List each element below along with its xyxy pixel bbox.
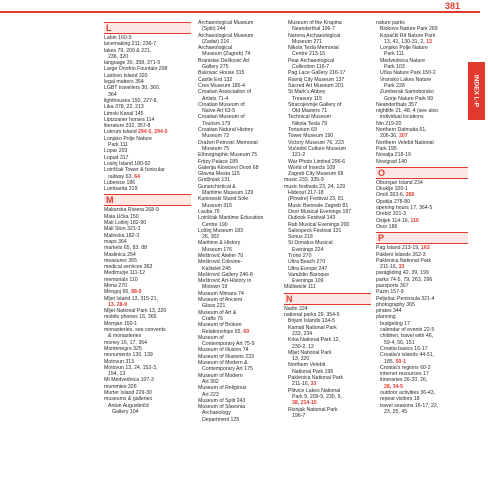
index-entry: Stracojevnije Gallery of — [288, 101, 342, 108]
index-entry: Lauba 75 — [198, 208, 220, 215]
index-entry: Museum of Religious — [198, 385, 247, 392]
index-entry: Pakleni Islands 262-3 — [376, 251, 426, 258]
index-entry: 211-16, 33 — [380, 264, 405, 271]
section-letter-heading: P — [376, 232, 468, 244]
index-entry: Croatian Association of — [198, 89, 252, 96]
index-entry: Ultra Beach 270 — [288, 259, 326, 266]
index-entry: monasteries, see convents — [104, 327, 166, 334]
index-entry: Ultra Europe 247 — [288, 265, 328, 272]
index-entry: Varaždin Baroque — [288, 271, 330, 278]
index-entry: Centre 213-15 — [292, 51, 326, 58]
header-rule — [0, 11, 480, 13]
index-entry: Pear Archaeological — [288, 57, 335, 64]
index-column-4 — [376, 20, 468, 415]
index-entry: Trono 270 — [288, 252, 312, 259]
index-entry: 236, 320 — [108, 53, 129, 60]
index-entry: Artists 71-4 — [202, 95, 229, 102]
index-entry: Museum 176 — [202, 246, 232, 253]
index-entry: Collection 116-7 — [292, 64, 330, 71]
index-entry: Art 302 — [202, 378, 219, 385]
index-entry: Kamati National Park — [288, 324, 337, 331]
index-entry: Mala Učka 150 — [104, 213, 139, 220]
index-entry: 233, 234 — [292, 330, 313, 337]
index-entry: Museum of Illusions 233 — [198, 353, 254, 360]
index-entry: lighthouses 150, 227-8, — [104, 97, 158, 104]
index-entry: 196-7 — [292, 412, 306, 419]
index-entry: memorials 110 — [104, 276, 138, 283]
index-entry: Centre 190 — [202, 221, 228, 228]
index-entry: Museum of Modern — [198, 372, 243, 379]
index-entry: Contemporary Art 75-9 — [202, 341, 255, 348]
index-entry: planning — [376, 314, 396, 321]
index-entry: Murter Island 229-30 — [104, 390, 152, 397]
index-entry: Montenegro 325 — [104, 345, 142, 352]
index-entry: Osijek 114-16, 116 — [376, 217, 419, 224]
index-entry: Fritzy Palace 185 — [198, 158, 239, 165]
index-entry: Opatija 278-80 — [376, 198, 411, 205]
index-entry: Omiš 263-6, 265 — [376, 192, 415, 199]
section-letter-heading: M — [104, 194, 191, 206]
index-entry: Mljet National Park — [288, 349, 332, 356]
index-entry: Momjan 150-1 — [104, 320, 138, 327]
index-entry: Pelješac Peninsula 321-4 — [376, 295, 435, 302]
index-entry: 13, 41, 130-31, 2, 13 — [384, 38, 432, 45]
index-entry: Evenings 224 — [292, 246, 324, 253]
index-entry: Park 103 — [384, 64, 405, 71]
index-entry: Outlook Festival 143 — [288, 215, 336, 222]
index-entry: Lotrščak Maritime Education — [198, 215, 264, 222]
index-entry: Rab Musical Evenings 200 — [288, 221, 350, 228]
index-entry: Old Masters 71 — [292, 108, 328, 115]
index-entry: Museum Mimara 74 — [198, 290, 244, 297]
index-entry: Narona Archaeological — [288, 32, 341, 39]
index-entry: Large Onofrio Fountain 298 — [104, 66, 168, 73]
index-entry: Plitvice Lakes National — [288, 387, 341, 394]
index-entry: Park 9, 209-9, 230, 9, — [292, 393, 342, 400]
index-column-1 — [104, 20, 191, 415]
index-entry: Croatia's regions 60-2 — [380, 364, 431, 371]
index-entry: Novigrad 140 — [376, 158, 407, 165]
index-entry: Evenings 109 — [292, 278, 324, 285]
index-entry: mobile phones 16, 365 — [104, 314, 157, 321]
index-entry: Maritime & History — [198, 240, 241, 247]
index-entry: Gorje Nature Park 99 — [384, 95, 434, 102]
index-entry: internet resources 17 — [380, 371, 429, 378]
index-entry: paragliding 42, 39, 199 — [376, 270, 429, 277]
index-entry: Meštrović Atelier 70 — [198, 252, 244, 259]
page-number: 381 — [445, 1, 461, 11]
index-entry: lakes 79, 209 & 221, — [104, 47, 152, 54]
index-entry: Pag Lace Gallery 216-17 — [288, 70, 346, 77]
index-entry: Mt Medvednica 107-3 — [104, 377, 154, 384]
index-entry: railway 63, 64 — [108, 173, 141, 180]
index-entry: Glavna Mesta 115 — [198, 171, 240, 178]
index-entry: Archaeological Museum — [198, 20, 254, 26]
index-entry: nightlife 21, 48, 4 (see also — [376, 108, 439, 115]
index-entry: Museum of Broken — [198, 322, 242, 329]
index-entry: Croatia's islands 44-51, — [380, 352, 435, 359]
index-entry: Park 195 — [376, 145, 397, 152]
index-entry: Zagreb City Museum 68 — [288, 171, 344, 178]
index-entry: Meštrović Gallery 246-8 — [198, 271, 253, 278]
index-entry: medical services 363 — [104, 264, 153, 271]
index-entry: Žumberak Samoborsko — [380, 89, 434, 96]
index-entry: St Mark's Abbey — [288, 89, 326, 96]
index-entry: Kopački Rit Nature Park — [380, 32, 436, 39]
index-entry: 230-2, 12 — [292, 343, 314, 350]
index-entry: Museum of Art & — [198, 309, 237, 316]
index-entry: Lonjsko Polje Nature — [380, 45, 428, 52]
index-entry: Lastovo Island 320 — [104, 72, 148, 79]
index-entry: Park 228 — [384, 82, 405, 89]
index-entry: Orebić 321-3 — [376, 211, 406, 218]
index-entry: Galerija Klovićevi Dvori 68 — [198, 164, 259, 171]
index-entry: Gridžnjak 131 — [198, 177, 231, 184]
index-entry: monuments 130, 139 — [104, 352, 153, 359]
index-entry: music festivals 23, 24, 129 — [284, 183, 346, 190]
index-entry: Motovun 13, 24, 152-3, — [104, 364, 158, 371]
index-entry: Pazin 157-9 — [376, 289, 404, 296]
index-entry: Labin 160-3 — [104, 35, 132, 41]
index-entry: 154, 13 — [108, 371, 126, 378]
index-entry: (Split) 244 — [202, 26, 226, 33]
index-entry: Museum 271 — [292, 38, 322, 45]
index-entry: Museum of Split 243 — [198, 397, 246, 404]
index-column-3 — [284, 20, 371, 419]
index-entry: national parks 29, 354-5 — [284, 312, 340, 319]
index-entry: Mljet Island 13, 315-21, — [104, 295, 158, 302]
index-entry: 364 — [108, 91, 117, 98]
index-entry: Vransko Lakes Nature — [380, 76, 432, 83]
index-entry: Archaeology — [202, 410, 231, 417]
index-entry: Medvednica Nature — [380, 57, 425, 64]
index-entry: Risnjak National Park — [288, 406, 338, 413]
index-entry: Castle Erd 132 — [198, 76, 233, 83]
index-entry: travel seasons 16-17, 22, — [380, 402, 439, 409]
index-entry: Medimurje 111-12 — [104, 270, 146, 277]
index-entry: Department 125 — [202, 416, 240, 423]
index-entry: Múltiwiclé 111 — [284, 284, 316, 291]
index-entry: Croatian Natural History — [198, 127, 254, 134]
index-entry: Neanderthals 357 — [376, 101, 417, 108]
index-entry: Museum of the Krapina — [288, 20, 342, 26]
index-entry: literature 332, 357-8 — [104, 123, 151, 130]
index-entry: Lopud 317 — [104, 154, 129, 161]
index-entry: Sacred Art Museum 201 — [288, 82, 344, 89]
index-entry: legal matters 364 — [104, 79, 144, 86]
index-entry: Glass 221 — [202, 303, 226, 310]
index-entry: Lokrum Island 294-5, 294-5 — [104, 129, 168, 136]
index-entry: Kaštelet 245 — [202, 265, 231, 272]
index-entry: Technical Museum — [288, 114, 331, 121]
index-entry: Dražen Petrović Memorial — [198, 139, 258, 146]
index-entry: maps 364 — [104, 238, 127, 245]
index-entry: Lošinj Museum 183 — [198, 227, 243, 234]
index-entry: Losinj Island 180-92 — [104, 160, 151, 167]
index-entry: Museum of Modern & — [198, 360, 248, 367]
index-entry: Limski Kanal 145 — [104, 110, 144, 117]
index-entry: Croatian Museum of — [198, 101, 245, 108]
index-entry: Mali Ston 321-3 — [104, 226, 141, 233]
index-entry: Lopar 203 — [104, 148, 128, 155]
index-entry: Bukovac House 315 — [198, 70, 245, 77]
index-entry: LGBT travellers 30, 360, — [104, 85, 161, 92]
index-entry: Archaeological — [198, 45, 233, 52]
index-entry: (Zadar) 216 — [202, 38, 230, 45]
index-entry: Mljet National Park 13, 320 — [104, 308, 167, 315]
index-entry: Lika 378, 22, 213 — [104, 104, 144, 111]
index-entry: Paklenica National Park — [376, 257, 432, 264]
index-entry: Krka National Park 12, — [288, 337, 340, 344]
index-entry: Mirna 270 — [104, 282, 128, 289]
index-entry: 23, 25, 45 — [384, 408, 408, 415]
index-entry: Biokovo Nature Park 269 — [380, 26, 438, 33]
index-entry: music 233, 335-9 — [284, 177, 324, 184]
index-entry: Osor Musical Evenings 187 — [288, 208, 352, 215]
section-letter-heading: O — [376, 167, 468, 179]
index-entry: Treasury 115 — [292, 95, 322, 102]
index-entry: 28, 34-5 — [384, 383, 404, 390]
index-entry: Gallery 104 — [112, 408, 139, 415]
index-entry: Croatia basics 16-17 — [380, 345, 428, 352]
index-entry: 121-2 — [292, 152, 306, 159]
index-entry: Nikola Tesla Memorial — [288, 45, 339, 52]
index-entry: Contemporary Art 175 — [202, 366, 253, 373]
index-entry: opening hours 17, 364-5 — [376, 205, 433, 212]
index-entry: Ethnographic Museum 75 — [198, 152, 258, 159]
index-entry: parks 74-5, 79, 263, 296 — [376, 276, 433, 283]
index-entry: Museum of Ancient — [198, 297, 243, 304]
index-entry: calendar of events 22-5 — [380, 327, 435, 334]
index-entry: Art 223 — [202, 391, 219, 398]
index-entry: Mirogoj 65, 88-9 — [104, 289, 142, 296]
index-entry: money 16, 17, 364 — [104, 339, 147, 346]
index-entry: Vučedol Culture Museum — [288, 145, 347, 152]
index-entry: Lubenice 186 — [104, 179, 136, 186]
index-entry: Park 111 — [384, 51, 404, 58]
index-entry: Tower Museum 190 — [288, 133, 334, 140]
index-entry: Museum (Zagreb) 74 — [202, 51, 251, 58]
index-entry: Museum of — [198, 334, 224, 341]
index-entry: Lonjsko Polje Nature — [104, 135, 152, 142]
index-entry: Gunarchisticai & — [198, 183, 236, 190]
index-entry: Kuniowski Stand Sole — [198, 196, 249, 203]
index-entry: mummies 326 — [104, 383, 137, 390]
index-entry: language 30, 358, 371-5 — [104, 60, 161, 67]
index-entry: Novalja 218-19 — [376, 152, 411, 159]
index-entry: Salsopeck Festival 131 — [288, 227, 342, 234]
index-entry: outdoor activities 36-43, — [380, 390, 436, 397]
index-entry: Motovun 313 — [104, 358, 134, 365]
index-entry: Naïve Art 63-5 — [202, 108, 236, 115]
section-letter-heading: N — [284, 293, 371, 305]
index-entry: 13, 28-9 — [108, 301, 128, 308]
index-entry: Sonus 218 — [288, 234, 313, 241]
index-entry: children, travel with 46, — [380, 333, 434, 340]
index-entry: Meštrović Crikvine- — [198, 259, 243, 266]
index-entry: 38, 214-15 — [292, 400, 317, 407]
index-entry: 211-16, 33 — [292, 381, 317, 388]
index-entry: Lumbarda 319 — [104, 186, 138, 193]
index-entry: War Photo Limited 296-6 — [288, 158, 346, 165]
index-entry: (Pinwire) Festival 23, 81 — [288, 196, 344, 203]
index-entry: Motown 19 — [202, 284, 228, 291]
index-entry: Museum of Illusion 74 — [198, 347, 249, 354]
index-entry: Croatian Museum of — [198, 114, 245, 121]
index-entry: Nadin 224 — [284, 305, 308, 312]
index-entry: Branislav Dešković Art — [198, 57, 250, 64]
index-entry: Victory Museum 76, 223 — [288, 139, 344, 146]
index-entry: 206-36, 207 — [380, 133, 408, 140]
index-entry: Neanderthal 106-7 — [292, 26, 335, 33]
index-entry: Nikola Tesla 79 — [292, 120, 328, 127]
index-entry: Ravnij City Museum 137 — [288, 76, 345, 83]
index-entry: Meštrović Art-History in — [198, 278, 252, 285]
index-entry: Tourism 179 — [202, 120, 231, 127]
index-entry: St Donatus Musical — [288, 240, 333, 247]
index-entry: Paklenica National Park — [288, 375, 344, 382]
index-entry: Archaeological Museum — [198, 32, 254, 39]
index-entry: Antun Augustinčić — [108, 402, 150, 409]
index-entry: Northern Velebit — [288, 362, 326, 369]
index-entry: museums & galleries — [104, 396, 153, 403]
index-entry: Cres Museum 185-4 — [198, 82, 245, 89]
index-entry: Museum 75 — [202, 145, 230, 152]
index-entry: Makarska Riviera 268-9 — [104, 207, 159, 214]
index-entry: Osor 186 — [376, 223, 398, 230]
index-entry: measures 365 — [104, 257, 137, 264]
index-entry: repeat visitors 18 — [380, 396, 420, 403]
index-entry: pirates 344 — [376, 308, 402, 315]
index-entry: budgeting 17 — [380, 320, 411, 327]
index-entry: Museum 315 — [202, 202, 232, 209]
index-entry: Nin 219-20 — [376, 120, 402, 127]
index-entry: Torturium 69 — [288, 127, 317, 134]
index-entry: Music Biennale Zagreb 81 — [288, 202, 349, 209]
index-entry: Maslinica 254 — [104, 251, 136, 258]
index-entry: lacemaking 211, 236-7 — [104, 41, 157, 48]
index-column-2 — [194, 20, 281, 423]
index-entry: Museum of Slavonia — [198, 404, 245, 411]
index-entry: 185, 50-1 — [384, 358, 406, 365]
index-entry: Lipizzaner horses 114 — [104, 116, 155, 123]
index-entry: nature parks — [376, 20, 405, 26]
index-entry: Malinska 182-3 — [104, 232, 140, 239]
index-entry: 59-4, 56, 151 — [384, 339, 415, 346]
index-entry: & monasteries — [108, 333, 142, 340]
section-letter-heading: L — [104, 22, 191, 34]
index-entry: 26, 302 — [202, 234, 220, 241]
index-entry: Brijuni Islands 134-5 — [288, 318, 336, 325]
index-entry: passports 367 — [376, 282, 409, 289]
index-entry: Učka Nature Park 150-2 — [380, 70, 436, 77]
index-entry: individual locations — [380, 114, 424, 121]
index-entry: Northern Dalmatia 61, — [376, 127, 427, 134]
index-entry: Maritime Museum 129 — [202, 190, 254, 197]
index-entry: Okuklje 320-1 — [376, 186, 409, 193]
index-entry: Park 111 — [108, 142, 128, 149]
index-entry: 13, 320 — [292, 356, 310, 363]
index-entry: National Park 195 — [292, 368, 334, 375]
index-entry: itineraries 26-33, 26, — [380, 377, 428, 384]
index-entry: Lotrščak Tower & funicular — [104, 167, 165, 174]
index-entry: Relationships 65, 69 — [202, 328, 250, 335]
index-entry: Hideout 217-18 — [288, 190, 324, 197]
index-entry: Gallery 275 — [202, 64, 229, 71]
index-entry: Mali Lošinj 182-90 — [104, 220, 147, 227]
index-entry: Oborojan Island 234 — [376, 179, 423, 186]
index-side-tab-label: INDEX L-P — [472, 74, 480, 108]
index-entry: Crafts 76 — [202, 315, 224, 322]
index-entry: World of Insects 109 — [288, 164, 336, 171]
index-entry: Museum 72 — [202, 133, 230, 140]
index-entry: photography 365 — [376, 301, 415, 308]
index-entry: Northern Velebit National — [376, 139, 434, 146]
index-entry: markets 65, 83, 88 — [104, 245, 147, 252]
index-entry: Pag Island 213-19, 163 — [376, 245, 430, 252]
